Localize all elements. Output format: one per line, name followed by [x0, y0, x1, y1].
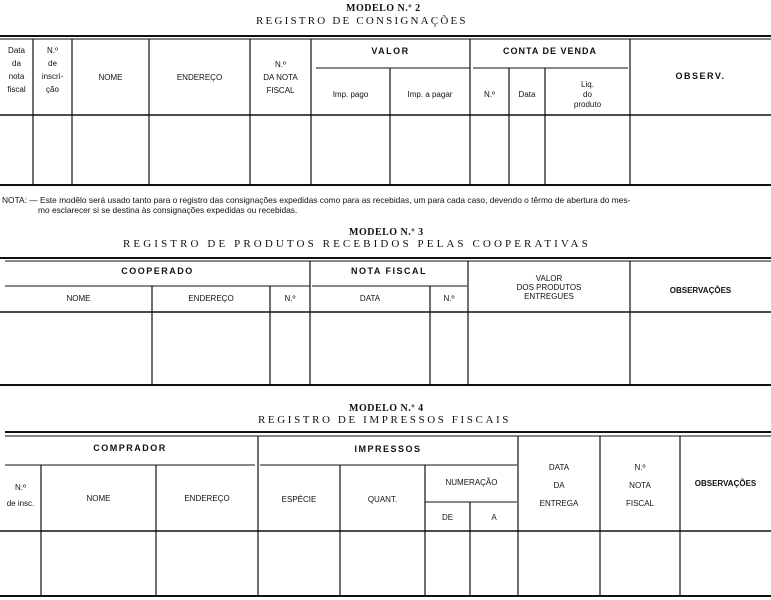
- m2-col-nome: NOME: [98, 73, 123, 82]
- modelo4-label: MODELO N.º 4: [349, 403, 424, 414]
- modelo4-title: REGISTRO DE IMPRESSOS FISCAIS: [258, 414, 511, 426]
- modelo3-label: MODELO N.º 3: [349, 227, 424, 238]
- m2-col-valor: VALOR: [371, 46, 410, 56]
- modelo2-title: REGISTRO DE CONSIGNAÇÕES: [256, 15, 468, 27]
- m3-col-nota-fiscal: NOTA FISCAL: [351, 266, 427, 276]
- m3-col-endereco: ENDEREÇO: [188, 294, 234, 303]
- modelo3-title: REGISTRO DE PRODUTOS RECEBIDOS PELAS COOPERATIVAS: [123, 238, 591, 250]
- m4-col-numero-nota-fiscal: N.º NOTA FISCAL: [625, 463, 654, 508]
- m4-col-comprador: COMPRADOR: [93, 443, 167, 453]
- m3-col-observacoes: OBSERVAÇÕES: [669, 286, 732, 295]
- m2-col-data-nota-fiscal: Data da nota fiscal: [7, 46, 26, 94]
- m3-col-cooperado: COOPERADO: [121, 266, 194, 276]
- m2-col-imp-a-pagar: Imp. a pagar: [407, 90, 453, 99]
- m2-col-cv-liquido: Liq. do produto: [573, 80, 602, 109]
- m4-col-a: A: [491, 513, 497, 522]
- m2-col-numero-inscricao: N.º de inscri- ção: [41, 46, 64, 94]
- m2-col-cv-numero: N.º: [484, 90, 495, 99]
- m4-col-observacoes: OBSERVAÇÕES: [694, 479, 757, 488]
- m3-col-nome: NOME: [66, 294, 91, 303]
- m4-col-quant: QUANT.: [367, 495, 398, 504]
- m4-col-endereco: ENDEREÇO: [184, 494, 230, 503]
- m4-col-data-entrega: DATA DA ENTREGA: [539, 463, 579, 508]
- m3-col-numero: N.º: [284, 294, 296, 303]
- m3-col-nf-numero: N.º: [443, 294, 455, 303]
- m4-col-especie: ESPÉCIE: [281, 495, 317, 504]
- m4-col-impressos: IMPRESSOS: [354, 444, 422, 454]
- m4-col-numeracao: NUMERAÇÃO: [445, 478, 498, 487]
- m2-col-conta-de-venda: CONTA DE VENDA: [502, 46, 597, 56]
- m3-col-valor: VALOR DOS PRODUTOS ENTREGUES: [516, 274, 582, 301]
- modelo2-label: MODELO N.º 2: [346, 3, 421, 14]
- m4-col-de: DE: [441, 513, 454, 522]
- modelo2-note: NOTA: — Este modêlo será usado tanto para o registro das consignações expedidas como para as recebidas, um para cada caso, devendo o têrmo de abertura do mes- mo esclarecer si se destina às consignações expedidas ou recebidas.: [2, 195, 631, 215]
- m3-col-data: DATA: [359, 294, 381, 303]
- m2-col-observ: OBSERV.: [675, 71, 726, 81]
- m4-col-nome: NOME: [86, 494, 111, 503]
- m2-col-imp-pago: Imp. pago: [332, 90, 369, 99]
- m2-col-numero-nota-fiscal: N.º DA NOTA FISCAL: [263, 60, 298, 95]
- m2-col-cv-data: Data: [518, 90, 536, 99]
- m4-col-numero-inscricao: N.º de insc.: [6, 483, 35, 508]
- m2-col-endereco: ENDEREÇO: [176, 73, 223, 82]
